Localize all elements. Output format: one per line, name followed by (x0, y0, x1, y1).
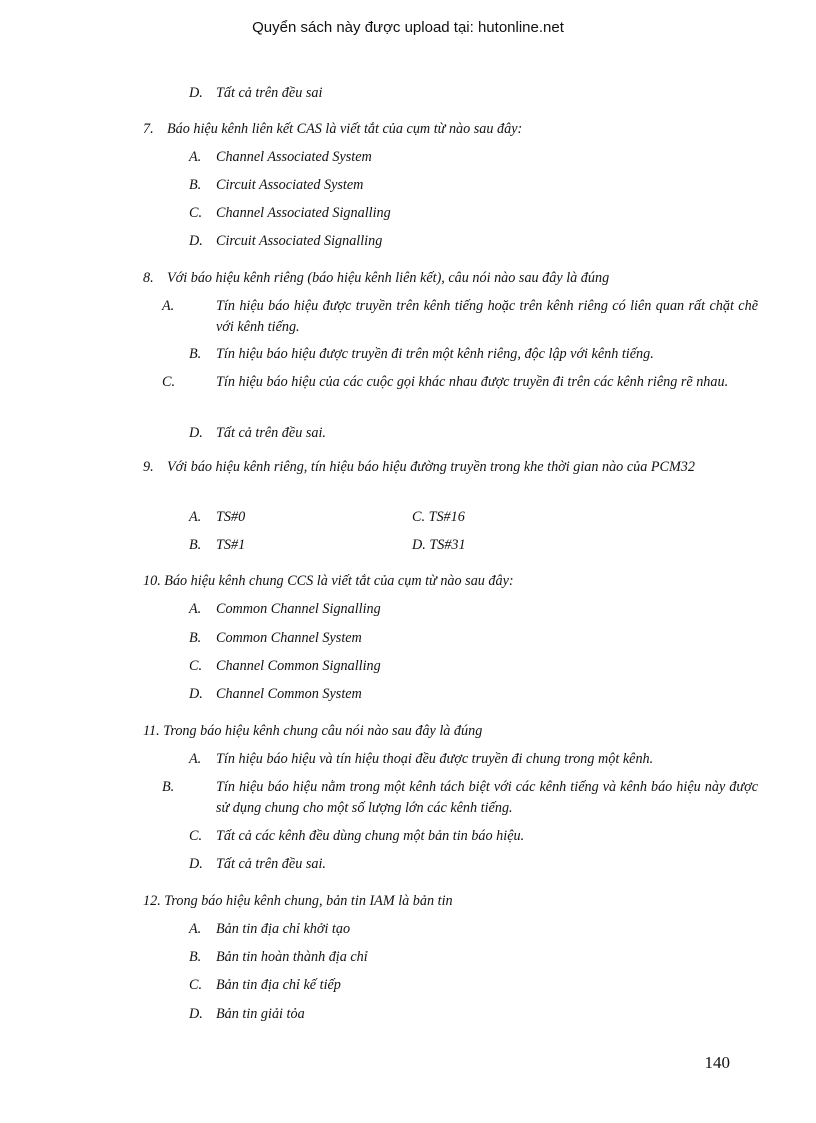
option-letter: B. (189, 949, 202, 965)
option-text: TS#31 (429, 537, 466, 553)
option-text: Circuit Associated System (216, 177, 364, 193)
option-letter: A. (189, 921, 202, 937)
option-q8-b (189, 346, 654, 362)
option-letter: A. (189, 601, 202, 617)
option-text: Tất cả các kênh đều dùng chung một bản tin báo hiệu. (216, 828, 525, 844)
option-letter: A. (189, 149, 202, 165)
question-number: 12. (143, 893, 161, 909)
question-text: Với báo hiệu kênh riêng, tín hiệu báo hiệu đường truyền trong khe thời gian nào của PCM32 (167, 459, 695, 475)
option-q9-c (412, 509, 465, 525)
option-letter: B. (189, 177, 202, 193)
option-text: Bản tin giải tỏa (216, 1006, 305, 1022)
question-9 (143, 457, 755, 478)
option-letter: D. (189, 1006, 203, 1022)
option-q10-d (189, 686, 362, 702)
option-text: Bản tin hoàn thành địa chỉ (216, 949, 368, 965)
option-q6-d (189, 85, 322, 101)
option-text: Tín hiệu báo hiệu của các cuộc gọi khác nhau được truyền đi trên các kênh riêng rẽ nhau. (216, 374, 729, 390)
option-text: Channel Associated Signalling (216, 205, 391, 221)
option-q10-c (189, 658, 381, 674)
option-letter: C. (162, 374, 176, 390)
option-q7-c (189, 205, 391, 221)
question-text: Trong báo hiệu kênh chung, bản tin IAM là bản tin (164, 893, 453, 909)
option-text: Tín hiệu báo hiệu và tín hiệu thoại đều được truyền đi chung trong một kênh. (216, 751, 654, 767)
question-text: Báo hiệu kênh liên kết CAS là viết tắt của cụm từ nào sau đây: (167, 121, 523, 137)
option-text: Tất cả trên đều sai. (216, 856, 326, 872)
question-number: 8. (143, 270, 154, 286)
option-text: Channel Common Signalling (216, 658, 381, 674)
question-text: Với báo hiệu kênh riêng (báo hiệu kênh liên kết), câu nói nào sau đây là đúng (167, 270, 610, 286)
option-text: Bản tin địa chỉ kế tiếp (216, 977, 341, 993)
option-q12-c (189, 977, 341, 993)
option-text: Tín hiệu báo hiệu được truyền đi trên một kênh riêng, độc lập với kênh tiếng. (216, 346, 654, 362)
option-text: Channel Common System (216, 686, 362, 702)
question-number: 9. (143, 459, 154, 475)
option-q8-a (162, 296, 758, 338)
page-number: 140 (704, 1053, 730, 1072)
option-text: Channel Associated System (216, 149, 372, 165)
option-q10-a (189, 601, 381, 617)
option-q7-b (189, 177, 363, 193)
option-q9-b (189, 537, 245, 553)
option-q11-c (189, 828, 524, 844)
option-text: Tất cả trên đều sai (216, 85, 323, 101)
option-q8-c (162, 372, 758, 393)
option-q9-d (412, 537, 466, 553)
question-text: Báo hiệu kênh chung CCS là viết tắt của cụm từ nào sau đây: (164, 573, 514, 589)
option-q11-a (189, 751, 653, 767)
option-letter: D. (189, 85, 203, 101)
option-q11-d (189, 856, 326, 872)
question-11 (143, 723, 482, 739)
question-10 (143, 573, 514, 589)
option-text: Bản tin địa chỉ khởi tạo (216, 921, 351, 937)
option-letter: C. (189, 658, 203, 674)
option-text: Tín hiệu báo hiệu nằm trong một kênh tách biệt với các kênh tiếng và kênh báo hiệu này được sử dụng chung cho một số lượng lớn các kênh tiếng. (216, 779, 758, 816)
question-7 (143, 121, 522, 137)
option-letter: D. (189, 425, 203, 441)
option-q7-a (189, 149, 372, 165)
option-q12-a (189, 921, 350, 937)
option-letter: A. (189, 751, 202, 767)
page-header: Quyển sách này được upload tại: hutonline.net (252, 19, 564, 36)
option-q7-d (189, 233, 382, 249)
option-letter: B. (189, 346, 202, 362)
option-text: TS#16 (428, 509, 465, 525)
option-letter: A. (162, 298, 175, 314)
option-letter: D. (189, 856, 203, 872)
option-q12-d (189, 1006, 305, 1022)
question-number: 10. (143, 573, 161, 589)
option-letter: D. (189, 233, 203, 249)
option-text: TS#0 (216, 509, 246, 525)
option-q9-a (189, 509, 245, 525)
option-letter: B. (162, 779, 175, 795)
option-q12-b (189, 949, 368, 965)
option-letter: C. (189, 205, 203, 221)
option-text: Common Channel System (216, 630, 362, 646)
option-text: Tất cả trên đều sai. (216, 425, 326, 441)
option-letter: D. (412, 537, 426, 553)
question-number: 7. (143, 121, 154, 137)
option-text: Common Channel Signalling (216, 601, 381, 617)
option-q10-b (189, 630, 362, 646)
option-text: Circuit Associated Signalling (216, 233, 383, 249)
option-text: TS#1 (216, 537, 246, 553)
question-number: 11. (143, 723, 160, 739)
option-letter: C. (412, 509, 426, 525)
option-text: Tín hiệu báo hiệu được truyền trên kênh tiếng hoặc trên kênh riêng có liên quan rất chặt chẽ với kênh tiếng. (216, 298, 758, 335)
question-text: Trong báo hiệu kênh chung câu nói nào sau đây là đúng (163, 723, 483, 739)
option-letter: C. (189, 828, 203, 844)
option-q11-b (162, 777, 758, 819)
option-letter: A. (189, 509, 202, 525)
option-q8-d (189, 425, 326, 441)
option-letter: C. (189, 977, 203, 993)
option-letter: D. (189, 686, 203, 702)
question-8 (143, 270, 609, 286)
option-letter: B. (189, 537, 202, 553)
option-letter: B. (189, 630, 202, 646)
question-12 (143, 893, 453, 909)
